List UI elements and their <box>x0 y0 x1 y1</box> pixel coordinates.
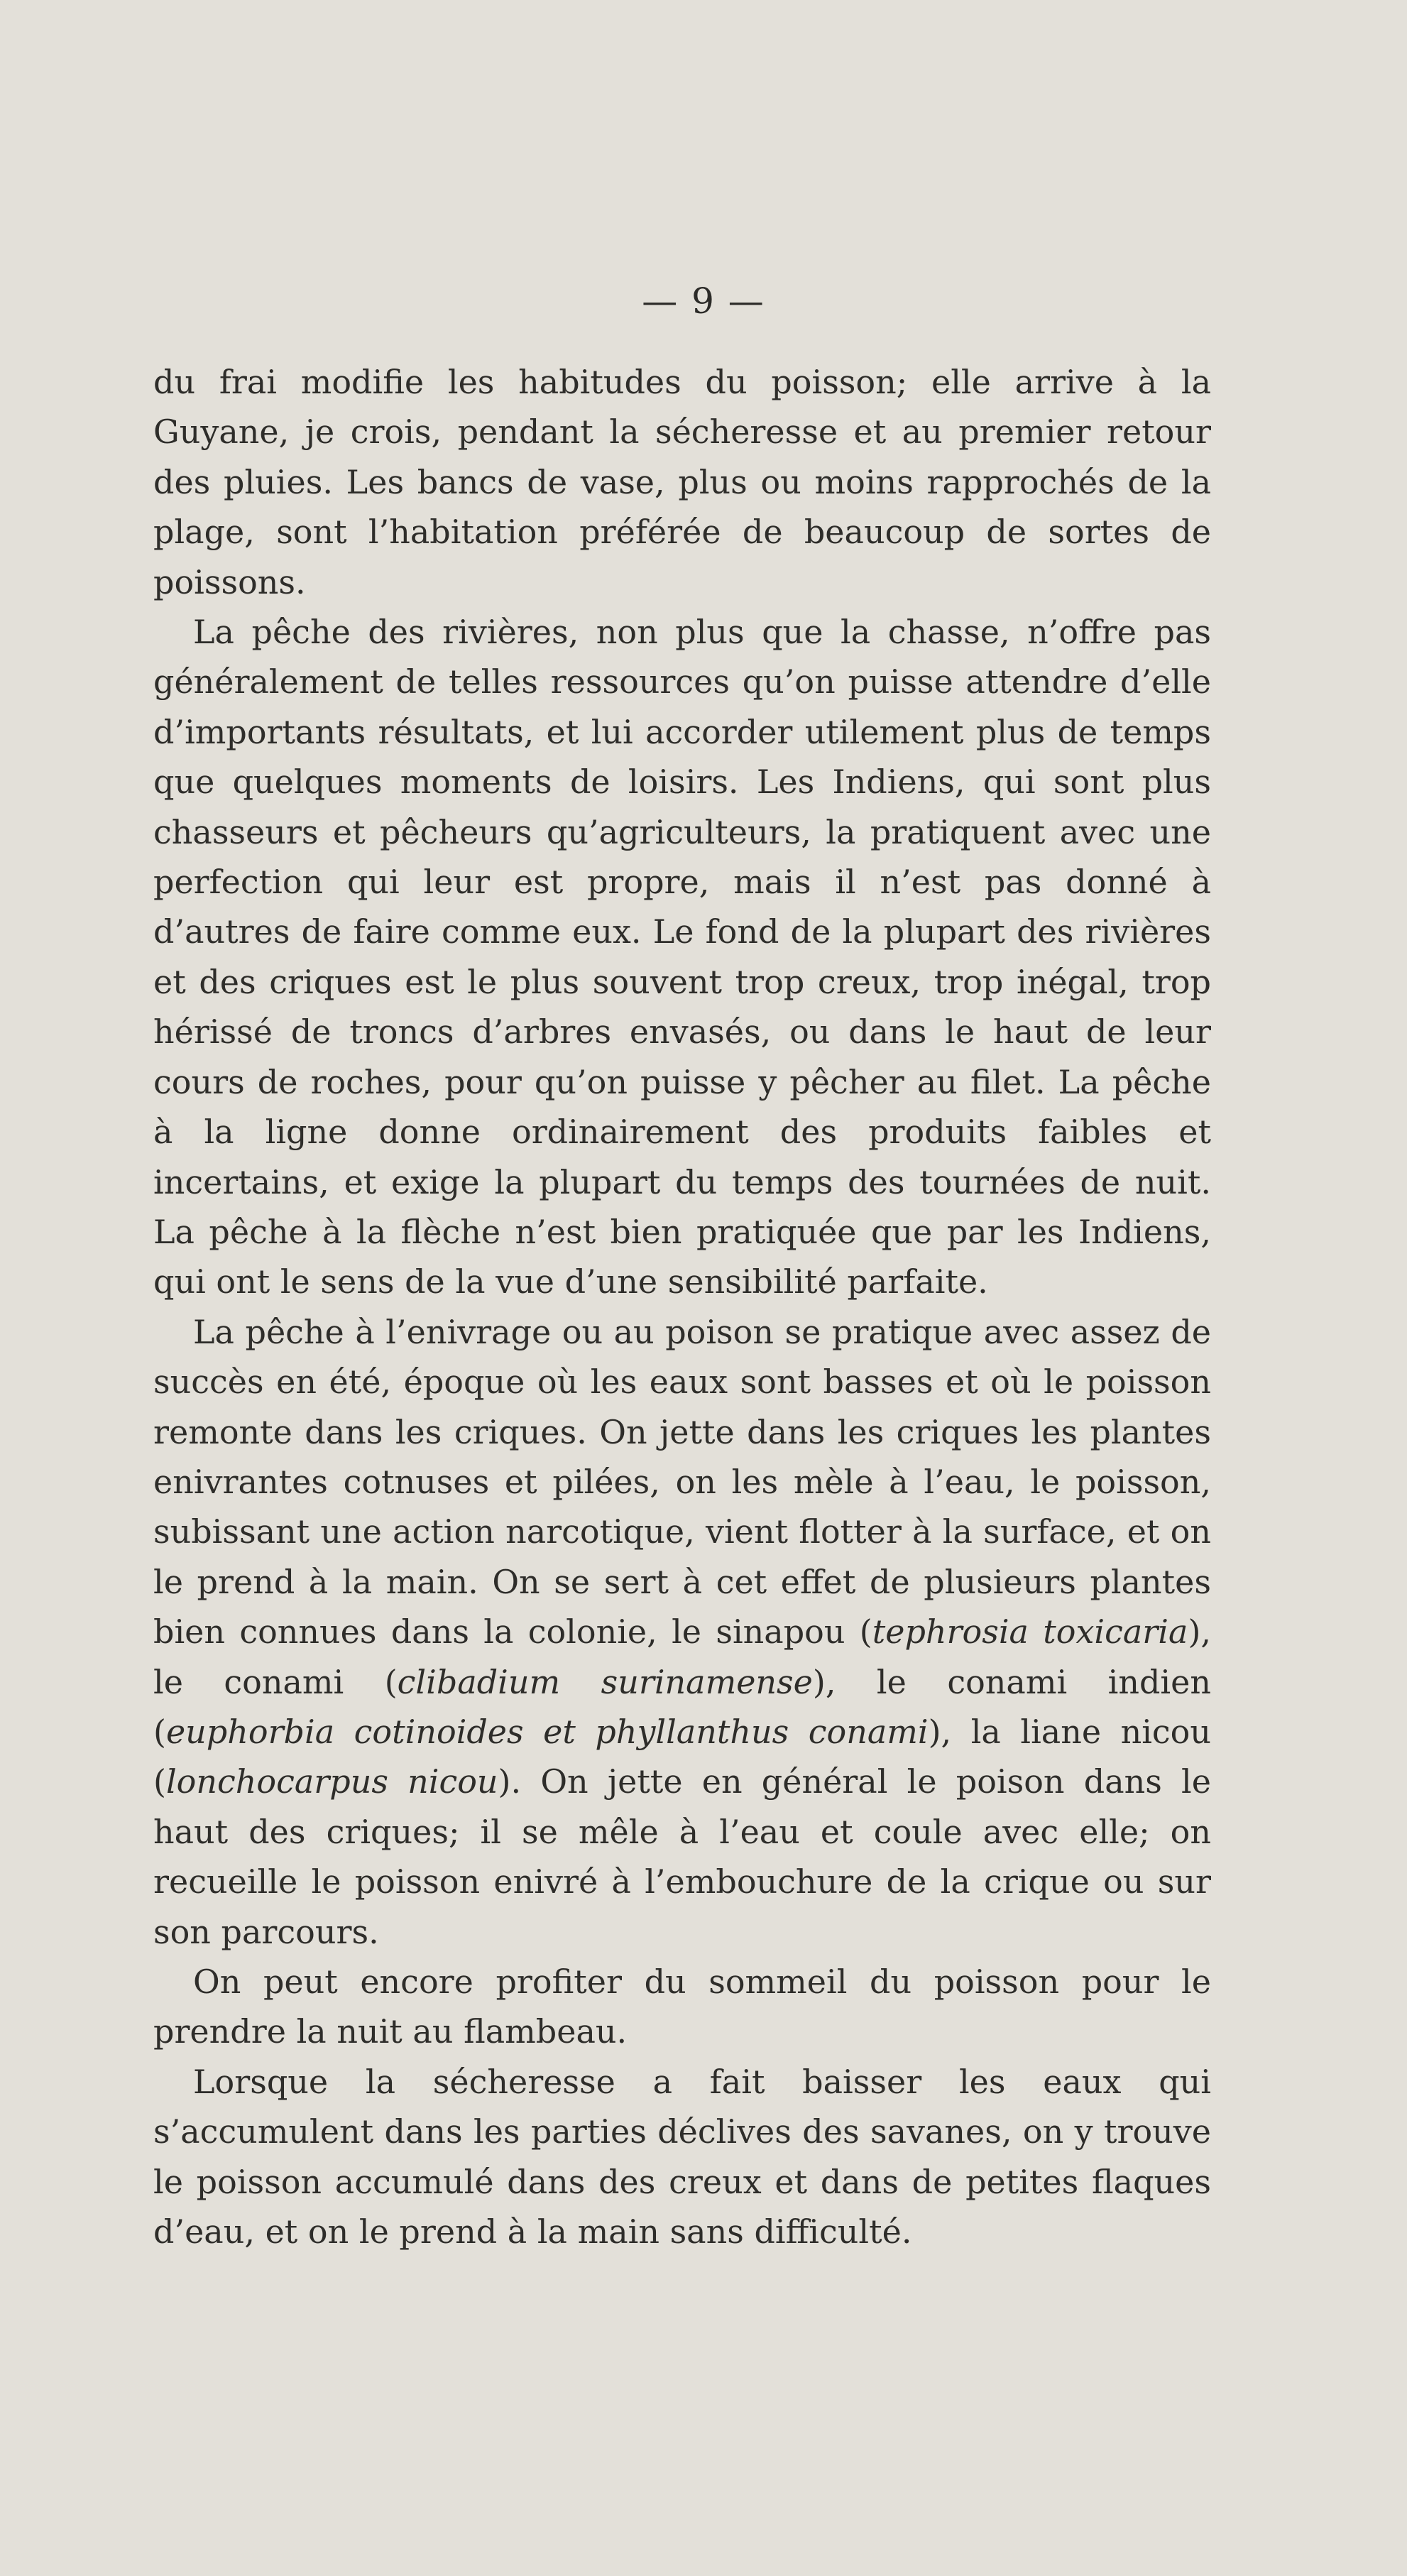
paragraph-3 <box>153 1307 1211 1957</box>
body-text <box>153 357 1211 2256</box>
paragraph-3-text-4: ), la liane nicou ( <box>153 1712 1211 1801</box>
paragraph-3-text-3: ), le conami indien ( <box>153 1662 1211 1751</box>
paragraph-5: Lorsque la sécheresse a fait baisser les eaux qui s’accumulent dans les parties déclives des savanes, on y trouve le poisson accumulé dans des creux et dans de petites flaques d’eau, et on le prend à la main sans difficulté. <box>153 2062 1211 2252</box>
paragraph-2: La pêche des rivières, non plus que la chasse, n’offre pas généralement de telles ressources qu’on puisse attendre d’elle d’importants résultats, et lui accorder utilement plus de temps que quelques moments de loisirs. Les Indiens, qui sont plus chasseurs et pêcheurs qu’agriculteurs, la pratiquent avec une perfection qui leur est propre, mais il n’est pas donné à d’autres de faire comme eux. Le fond de la plupart des rivières et des criques est le plus souvent trop creux, trop inégal, trop hérissé de troncs d’arbres envasés, ou dans le haut de leur cours de roches, pour qu’on puisse y pêcher au filet. La pêche à la ligne donne ordinairement des produits faibles et incertains, et exige la plupart du temps des tournées de nuit. La pêche à la flèche n’est bien pratiquée que par les Indiens, qui ont le sens de la vue d’une sensibilité parfaite. <box>153 613 1211 1301</box>
paragraph-4: On peut encore profiter du sommeil du poisson pour le prendre la nuit au flambeau. <box>153 1963 1211 2051</box>
paragraph-3-text-5: ). On jette en général le poison dans le haut des criques; il se mêle à l’eau et coule avec elle; on recueille le poisson enivré à l’embouchure de la crique ou sur son parcours. <box>153 1762 1211 1951</box>
paragraph-3-text-1: La pêche à l’enivrage ou au poison se pratique avec assez de succès en été, époque où les eaux sont basses et où le poisson remonte dans les criques. On jette dans les criques les plantes enivrantes cotnuses et pilées, on les mèle à l’eau, le poisson, subissant une action narcotique, vient flotter à la surface, et on le prend à la main. On se sert à cet effet de plusieurs plantes bien connues dans la colonie, le sinapou ( <box>153 1312 1211 1652</box>
paragraph-1: du frai modifie les habitudes du poisson; elle arrive à la Guyane, je crois, pendant la sécheresse et au premier retour des pluies. Les bancs de vase, plus ou moins rapprochés de la plage, sont l’habitation préférée de beaucoup de sortes de poissons. <box>153 363 1211 601</box>
species-name-conami: clibadium surinamense <box>397 1662 813 1701</box>
paragraph-3-text-2: ), le conami ( <box>153 1612 1212 1701</box>
species-name-nicou: lonchocarpus nicou <box>165 1762 498 1801</box>
species-name-sinapou: tephrosia toxicaria <box>872 1612 1188 1652</box>
species-name-conami-indien: euphorbia cotinoides et phyllanthus conami <box>165 1712 929 1751</box>
page-number: — 9 — <box>642 280 765 322</box>
